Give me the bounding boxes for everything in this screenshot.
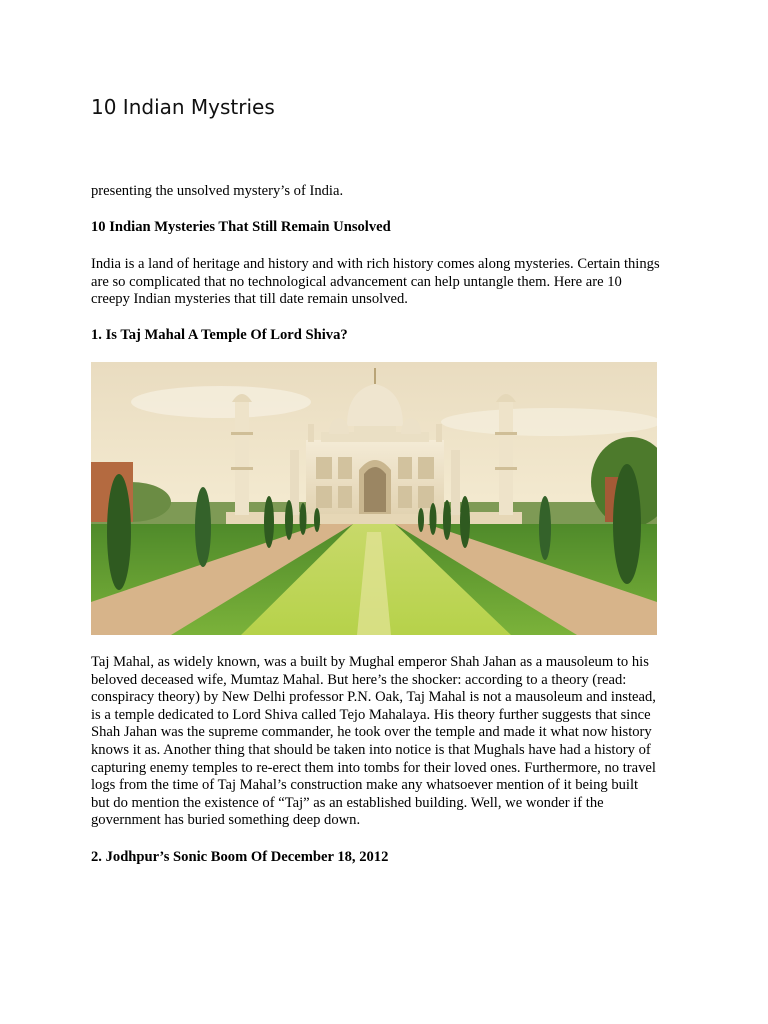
paragraph-line: beloved deceased wife, Mumtaz Mahal. But here’s the shocker: according to a theory (read: (91, 671, 627, 688)
paragraph-line: are so complicated that no technological advancement can help untangle them. Here are 10 (91, 273, 622, 290)
taj-mahal-illustration (91, 362, 657, 635)
paragraph-line: knows it as. Another thing that should be taken into notice is that Mughals have had a history of (91, 741, 651, 758)
paragraph-line: logs from the time of Taj Mahal’s construction make any whatsoever mention of it being built (91, 777, 639, 794)
paragraph-line: government has buried something deep down. (91, 812, 361, 829)
paragraph-line: conspiracy theory) by New Delhi professor P.N. Oak, Taj Mahal is not a mausoleum and instead, (91, 689, 656, 706)
paragraph-line: India is a land of heritage and history and with rich history comes along mysteries. Certain things (91, 256, 660, 272)
paragraph-line: capturing enemy temples to re-erect them into tombs for their loved ones. Furthermore, no travel (91, 759, 656, 776)
document-title: 10 Indian Mystries (91, 95, 275, 119)
taj-mahal-photo (91, 362, 657, 635)
main-heading: 10 Indian Mysteries That Still Remain Unsolved (91, 219, 391, 235)
section-2-heading: 2. Jodhpur’s Sonic Boom Of December 18, 2012 (91, 849, 389, 865)
section-1-heading: 1. Is Taj Mahal A Temple Of Lord Shiva? (91, 327, 348, 343)
paragraph-line: is a temple dedicated to Lord Shiva called Tejo Mahalaya. His theory further suggests that since (91, 706, 651, 723)
section-1-paragraph (91, 654, 687, 830)
paragraph-line: creepy Indian mysteries that till date remain unsolved. (91, 291, 408, 308)
intro-paragraph (91, 256, 687, 309)
paragraph-line: Shah Jahan was the supreme commander, he took over the temple and made it what now history (91, 724, 652, 741)
paragraph-line: Taj Mahal, as widely known, was a built by Mughal emperor Shah Jahan as a mausoleum to his (91, 654, 649, 670)
intro-text: presenting the unsolved mystery’s of India. (91, 183, 344, 199)
paragraph-line: but do mention the existence of “Taj” as an established building. Well, we wonder if the (91, 794, 604, 811)
